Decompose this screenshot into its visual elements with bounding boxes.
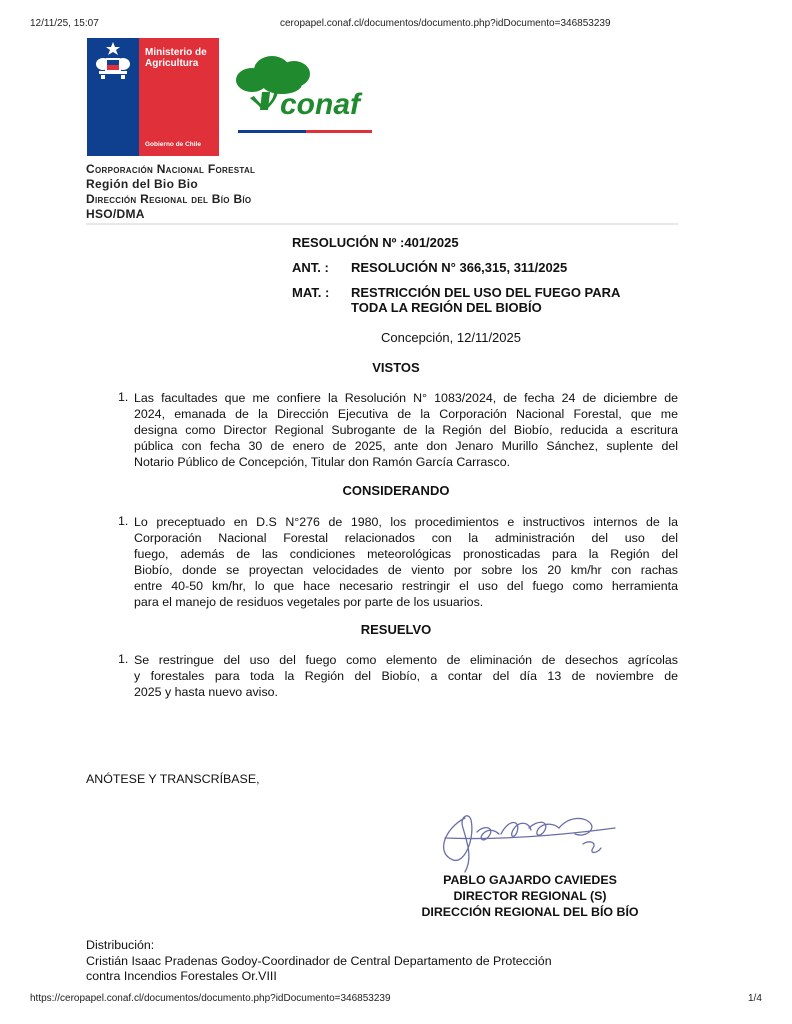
considerando-line: Biobío, donde se proyectan velocidades de viento por sobre los 20 km/hr con rachas [134, 563, 678, 577]
header-divider [86, 223, 678, 225]
institution-line-1: Corporación Nacional Forestal [86, 162, 256, 176]
considerando-line: entre 40-50 km/hr, lo que hace necesario restringir el uso del fuego como herramienta [134, 579, 678, 593]
conaf-wordmark: conaf [280, 88, 361, 121]
signatory-name: PABLO GAJARDO CAVIEDES [443, 873, 617, 887]
considerando-number: 1. [118, 514, 129, 528]
ministerio-label [145, 47, 207, 69]
institution-line-3: Dirección Regional del Bío Bío [86, 192, 252, 206]
resuelvo-line: y forestales para toda la Región del Biobío, a contar del día 13 de noviembre de [134, 669, 678, 683]
considerando-paragraph [134, 514, 678, 610]
vistos-line: Las facultades que me confiere la Resolución N° 1083/2024, de fecha 24 de diciembre de [134, 391, 678, 405]
mat-label: MAT. : [292, 285, 330, 300]
vistos-line: Notario Público de Concepción, Titular don Ramón García Carrasco. [134, 455, 511, 469]
vistos-heading: VISTOS [372, 360, 420, 375]
considerando-line: Lo preceptuado en D.S N°276 de 1980, los procedimientos e instructivos internos de la [134, 515, 678, 529]
resuelvo-heading: RESUELVO [360, 622, 432, 637]
place-date: Concepción, 12/11/2025 [381, 330, 521, 345]
considerando-line: Corporación Nacional Forestal relacionados con la administración del uso del [134, 531, 678, 545]
considerando-heading: CONSIDERANDO [342, 483, 450, 498]
resuelvo-line: 2025 y hasta nuevo aviso. [134, 685, 278, 699]
print-datetime: 12/11/25, 15:07 [30, 18, 99, 29]
resuelvo-number: 1. [118, 652, 129, 666]
signature-image [425, 798, 625, 878]
ministerio-agricultura-logo [87, 38, 219, 156]
considerando-line: fuego, además de las condiciones meteorológicas pronosticadas para la Región del [134, 547, 678, 561]
conaf-logo [232, 52, 377, 142]
resuelvo-paragraph [134, 652, 678, 700]
handwritten-signature [425, 798, 625, 878]
vistos-number: 1. [118, 390, 129, 404]
resolution-number: RESOLUCIÓN Nº :401/2025 [292, 235, 459, 250]
chile-coat-of-arms-icon [87, 38, 139, 98]
conaf-tree-icon [232, 52, 377, 142]
mat-value-line-2: TODA LA REGIÓN DEL BIOBÍO [351, 300, 542, 315]
ministerio-line1: Ministerio de [145, 47, 207, 58]
institution-line-2: Región del Bio Bio [86, 177, 199, 191]
vistos-line: 2024, emanada de la Dirección Ejecutiva de la Corporación Nacional Forestal, que me [134, 407, 678, 421]
logo-blue-band [87, 38, 139, 156]
mat-value-line-1: RESTRICCIÓN DEL USO DEL FUEGO PARA [351, 285, 621, 300]
print-page-count: 1/4 [748, 993, 762, 1004]
resuelvo-line: Se restringue del uso del fuego como elemento de eliminación de desechos agrícolas [134, 653, 678, 667]
distribution-label: Distribución: [86, 938, 155, 952]
print-url: https://ceropapel.conaf.cl/documentos/documento.php?idDocumento=346853239 [30, 993, 391, 1004]
ant-label: ANT. : [292, 260, 329, 275]
closing-text: ANÓTESE Y TRANSCRÍBASE, [86, 772, 260, 786]
print-page-title: ceropapel.conaf.cl/documentos/documento.php?idDocumento=346853239 [280, 18, 611, 29]
vistos-line: pública con fecha 30 de enero de 2025, ante don Jenaro Murillo Sánchez, suplente del [134, 439, 678, 453]
vistos-paragraph [134, 390, 678, 470]
ant-value: RESOLUCIÓN N° 366,315, 311/2025 [351, 260, 568, 275]
ministerio-line2: Agricultura [145, 58, 199, 69]
signatory-role: DIRECTOR REGIONAL (S) [453, 889, 607, 903]
gobierno-de-chile-label: Gobierno de Chile [145, 141, 201, 148]
signatory-office: DIRECCIÓN REGIONAL DEL BÍO BÍO [421, 905, 639, 919]
institution-line-4: HSO/DMA [86, 207, 145, 221]
distribution-line-1: Cristián Isaac Pradenas Godoy-Coordinador de Central Departamento de Protección [86, 954, 552, 968]
distribution-line-2: contra Incendios Forestales Or.VIII [86, 969, 277, 983]
vistos-line: designa como Director Regional Subrogante de la Región del Biobío, reducida a escritura [134, 423, 678, 437]
considerando-line: para el manejo de residuos vegetales por parte de los usuarios. [134, 595, 484, 609]
